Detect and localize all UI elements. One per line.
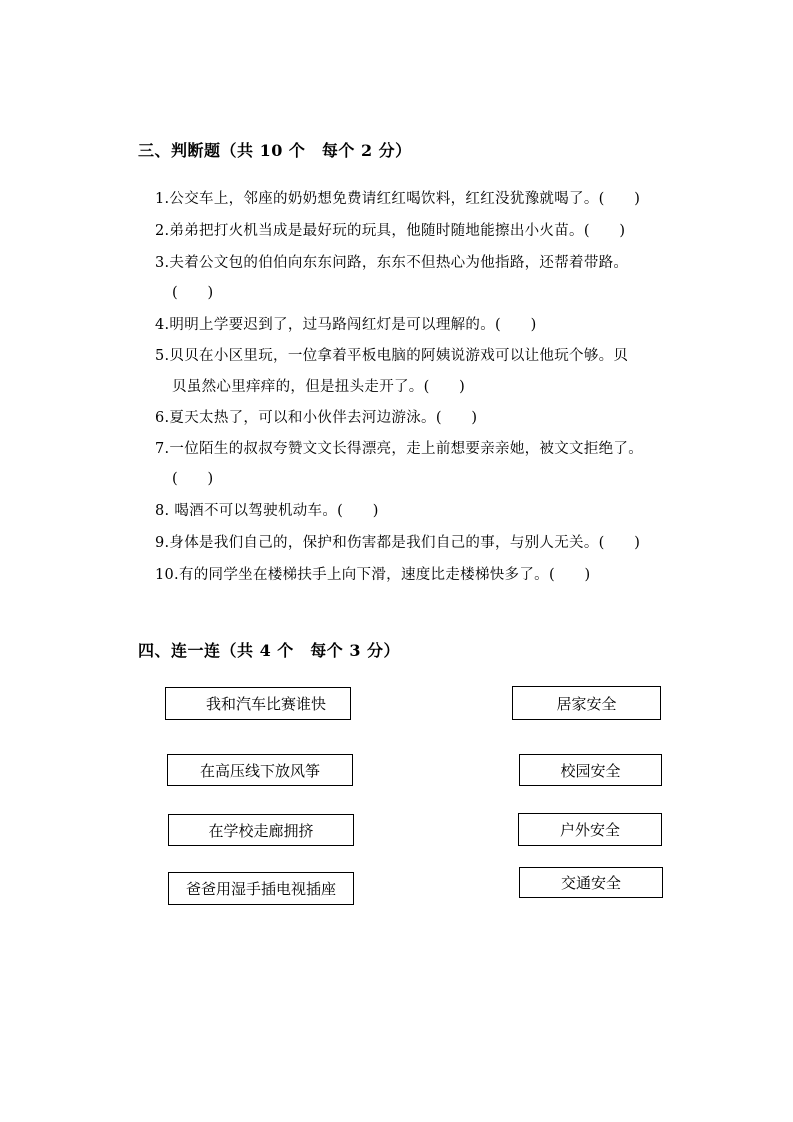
question-7-continued: ( ) — [172, 471, 214, 487]
question-1: 1.公交车上，邻座的奶奶想免费请红红喝饮料，红红没犹豫就喝了。( ) — [155, 191, 641, 207]
match-right-item-4: 交通安全 — [519, 867, 663, 898]
question-6: 6.夏天太热了，可以和小伙伴去河边游泳。( ) — [155, 410, 478, 426]
match-left-item-4: 爸爸用湿手插电视插座 — [168, 872, 354, 905]
question-10: 10.有的同学坐在楼梯扶手上向下滑，速度比走楼梯快多了。( ) — [155, 567, 591, 583]
match-left-item-2: 在高压线下放风筝 — [167, 754, 353, 786]
question-5: 5.贝贝在小区里玩，一位拿着平板电脑的阿姨说游戏可以让他玩个够。贝 — [155, 348, 629, 364]
question-3: 3.夫着公文包的伯伯向东东问路，东东不但热心为他指路，还帮着带路。 — [155, 255, 629, 271]
match-right-item-2: 校园安全 — [519, 754, 662, 786]
match-left-item-1: 我和汽车比赛谁快 — [165, 687, 351, 720]
match-right-item-1: 居家安全 — [512, 686, 661, 720]
section-4-title: 四、连一连（共 4 个 每个 3 分） — [138, 641, 401, 660]
question-2: 2.弟弟把打火机当成是最好玩的玩具，他随时随地能擦出小火苗。( ) — [155, 223, 626, 239]
question-4: 4.明明上学要迟到了，过马路闯红灯是可以理解的。( ) — [155, 317, 537, 333]
question-8: 8. 喝酒不可以驾驶机动车。( ) — [155, 503, 379, 519]
match-right-item-3: 户外安全 — [518, 813, 662, 846]
question-9: 9.身体是我们自己的，保护和伤害都是我们自己的事，与别人无关。( ) — [155, 535, 641, 551]
question-7: 7.一位陌生的叔叔夸赞文文长得漂亮，走上前想要亲亲她，被文文拒绝了。 — [155, 441, 644, 457]
question-5-continued: 贝虽然心里痒痒的，但是扭头走开了。( ) — [172, 379, 466, 395]
question-3-continued: ( ) — [172, 285, 214, 301]
section-3-title: 三、判断题（共 10 个 每个 2 分） — [138, 141, 412, 160]
match-left-item-3: 在学校走廊拥挤 — [168, 814, 354, 846]
